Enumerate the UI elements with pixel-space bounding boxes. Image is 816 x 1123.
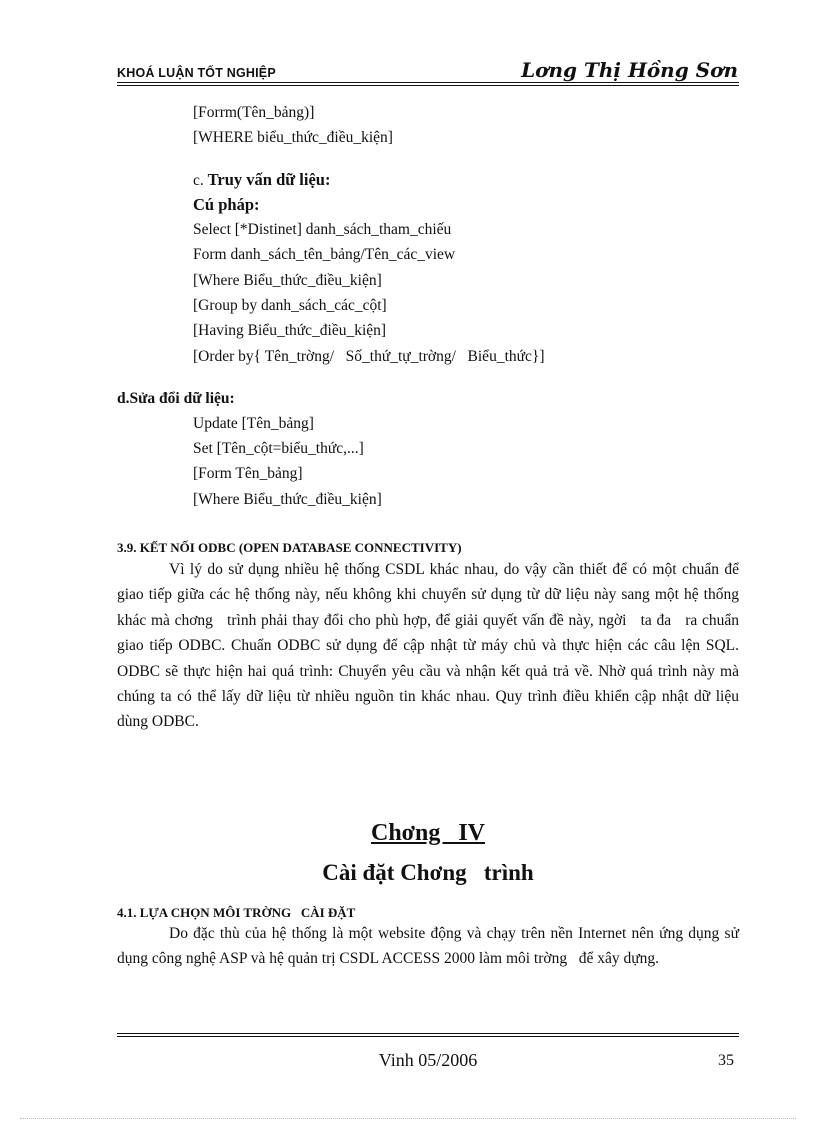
query-heading (193, 170, 330, 191)
paragraph-environment: Do đặc thù của hệ thống là một website động và chạy trên nền Internet nên ứng dụng sử dụng công nghệ ASP và hệ quản trị CSDL ACCESS 2000 làm môi trờng để xây dựng. (117, 925, 743, 968)
section-title-odbc: 3.9. KẾT NỐI ODBC (OPEN DATABASE CONNECTIVITY) (117, 540, 462, 555)
code-line: Set [Tên_cột=biểu_thức,...] (193, 440, 364, 457)
code-line: [Where Biểu_thức_điều_kiện] (193, 272, 382, 289)
code-line: [Group by danh_sách_các_cột] (193, 297, 387, 314)
query-heading-prefix: c. (193, 172, 208, 189)
code-line: Update [Tên_bảng] (193, 415, 314, 432)
update-heading: d.Sửa đổi dữ liệu: (117, 390, 235, 407)
code-line: Form danh_sách_tên_bảng/Tên_các_view (193, 246, 456, 263)
syntax-label: Cú pháp: (193, 195, 260, 214)
header-author-name: Lơng Thị Hồng Sơn (521, 58, 738, 82)
chapter-number (0, 820, 816, 847)
header-rule-top (117, 82, 739, 83)
code-line: [Having Biểu_thức_điều_kiện] (193, 322, 387, 339)
footer-location-date: Vinh 05/2006 (378, 1050, 478, 1070)
code-line: Select [*Distinet] danh_sách_tham_chiếu (193, 221, 452, 238)
query-heading-text (193, 172, 330, 189)
query-heading-title: Truy vấn dữ liệu: (207, 170, 331, 189)
section-title-environment: 4.1. LỰA CHỌN MÔI TRỜNG CÀI ĐẶT (117, 905, 356, 920)
footer-rule-top (117, 1033, 739, 1034)
header-thesis-label: KHOÁ LUẬN TỐT NGHIỆP (117, 66, 276, 80)
paragraph-odbc: Vì lý do sử dụng nhiều hệ thống CSDL khác nhau, do vậy cần thiết để có một chuẩn để giao tiếp giữa các hệ thống này, nếu không khi chuyển sử dụng từ dữ liệu này sang một hệ thống khác mà chơng trình phải thay đổi cho phù hợp, để giải quyết vấn đề này, ngời ta đa ra chuẩn giao tiếp ODBC. Chuẩn ODBC sử dụng để cập nhật từ máy chủ và thực hiện các câu lện SQL. ODBC sẽ thực hiện hai quá trình: Chuyển yêu cầu và nhận kết quả trả về. Nhờ quá trình này mà chúng ta có thể lấy dữ liệu từ nhiều nguồn tin khác nhau. Quy trình điều khiển cập nhật dữ liệu dùng ODBC. (117, 561, 743, 731)
code-line: [Where Biểu_thức_điều_kiện] (193, 491, 382, 508)
page-bottom-dotted-border (20, 1118, 796, 1119)
code-line: [Forrm(Tên_bảng)] (193, 104, 315, 121)
header-rule-bottom (117, 85, 739, 86)
code-line: [WHERE biểu_thức_điều_kiện] (193, 129, 393, 146)
chapter-number-text: Chơng IV (371, 820, 485, 846)
footer-rule-bottom (117, 1036, 739, 1037)
code-line: [Order by{ Tên_trờng/ Số_thứ_tự_trờng/ Biểu_thức}] (193, 348, 545, 365)
code-line: [Form Tên_bảng] (193, 465, 303, 482)
chapter-title: Cài đặt Chơng trình (322, 860, 534, 885)
page-number: 35 (718, 1052, 734, 1069)
